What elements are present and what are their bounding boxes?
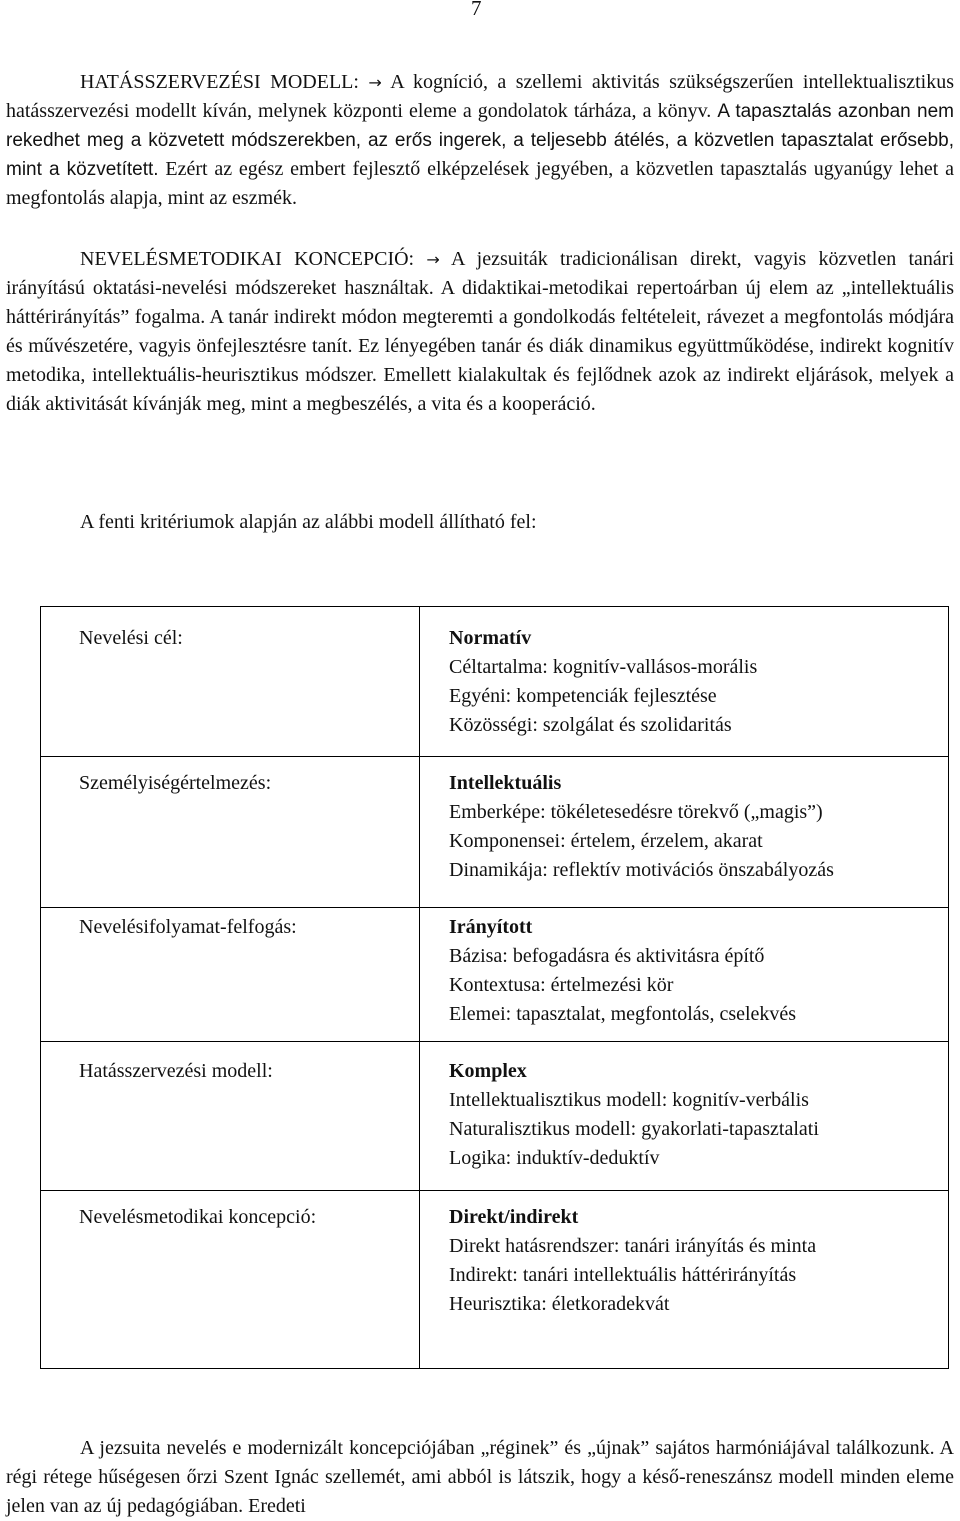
row-line: Elemei: tapasztalat, megfontolás, cselekvés (449, 1003, 797, 1025)
right-arrow-icon: → (426, 250, 440, 269)
row-divider (41, 756, 948, 757)
paragraph-heading: NEVELÉSMETODIKAI KONCEPCIÓ: (80, 248, 415, 270)
row-line: Indirekt: tanári intellektuális háttérirányítás (449, 1264, 797, 1286)
paragraph-nevelesmetodikai-koncepcio (6, 245, 954, 419)
row-label: Nevelésifolyamat-felfogás: (79, 916, 297, 938)
row-line: Közösségi: szolgálat és szolidaritás (449, 714, 732, 736)
row-content (449, 624, 757, 740)
row-line: Egyéni: kompetenciák fejlesztése (449, 685, 717, 707)
row-content (449, 1057, 819, 1173)
row-line: Naturalisztikus modell: gyakorlati-tapasztalati (449, 1118, 819, 1140)
row-divider (41, 1041, 948, 1042)
row-line: Kontextusa: értelmezési kör (449, 974, 674, 996)
right-arrow-icon: → (368, 73, 382, 92)
row-heading: Intellektuális (449, 772, 562, 794)
row-line: Logika: induktív-deduktív (449, 1147, 660, 1169)
paragraph-text: A kogníció, a szellemi aktivitás szükségszerűen intellektualisztikus hatásszervezési modellt kíván, melynek központi eleme a gondolatok tárháza, a könyv. (6, 71, 954, 122)
row-line: Heurisztika: életkoradekvát (449, 1293, 670, 1315)
paragraph-closing: A jezsuita nevelés e modernizált koncepciójában „réginek” és „újnak” sajátos harmóniájával találkozunk. A régi rétege hűségesen őrzi Szent Ignác szellemét, ami abból is látszik, hogy a késő-reneszánsz modell minden eleme jelen van az új pedagógiában. Eredeti (6, 1437, 954, 1517)
row-heading: Normatív (449, 627, 532, 649)
row-heading: Komplex (449, 1060, 527, 1082)
paragraph-hatasszervezesi-modell (6, 68, 954, 213)
paragraph-text: A tapasztalás azonban nem rekedhet meg a közvetett módszerekben, az erős ingerek, a teljesebb átélés, a közvetlen tapasztalat erősebb, mint a közvetített. (6, 101, 955, 180)
row-line: Intellektualisztikus modell: kognitív-verbális (449, 1089, 809, 1111)
row-content (449, 769, 834, 885)
lead-sentence: A fenti kritériumok alapján az alábbi modell állítható fel: (80, 511, 537, 533)
row-label: Nevelési cél: (79, 627, 183, 649)
row-label: Nevelésmetodikai koncepció: (79, 1206, 317, 1228)
column-divider (419, 607, 420, 1368)
row-label: Hatásszervezési modell: (79, 1060, 273, 1082)
row-line: Komponensei: értelem, érzelem, akarat (449, 830, 763, 852)
row-line: Bázisa: befogadásra és aktivitásra építő (449, 945, 765, 967)
row-content (449, 1203, 816, 1319)
paragraph-text: A jezsuiták tradicionálisan direkt, vagyis közvetlen tanári irányítású oktatási-nevelési módszereket használtak. A didaktikai-metodikai repertoárban új elem az „intellektuális háttérirányítás” fogalma. A tanár indirekt módon megteremti a gondolkodás feltételeit, rávezet a megfontolás módjára és művészetére, vagyis önfejlesztésre tanít. Ez lényegében tanár és diák dinamikus együttműködése, indirekt kognitív metodika, intellektuális-heurisztikus módszer. Emellett kialakultak és fejlődnek azok az indirekt eljárások, melyek a diák aktivitását kívánják meg, mint a megbeszélés, a vita és a kooperáció. (6, 248, 955, 415)
row-line: Direkt hatásrendszer: tanári irányítás és minta (449, 1235, 817, 1257)
row-label: Személyiségértelmezés: (79, 772, 272, 794)
paragraph-heading: HATÁSSZERVEZÉSI MODELL: (80, 71, 359, 93)
page-number: 7 (471, 0, 482, 20)
row-heading: Irányított (449, 916, 533, 938)
row-line: Emberképe: tökéletesedésre törekvő („magis”) (449, 801, 823, 823)
model-table (40, 606, 949, 1369)
paragraph-text: Ezért az egész embert fejlesztő elképzelések jegyében, a közvetlen tapasztalás ugyanúgy lehet a megfontolás alapja, mint az eszmék. (6, 158, 954, 209)
row-divider (41, 907, 948, 908)
row-line: Céltartalma: kognitív-vallásos-morális (449, 656, 758, 678)
row-divider (41, 1190, 948, 1191)
row-line: Dinamikája: reflektív motivációs önszabályozás (449, 859, 834, 881)
row-content (449, 913, 796, 1029)
row-heading: Direkt/indirekt (449, 1206, 579, 1228)
